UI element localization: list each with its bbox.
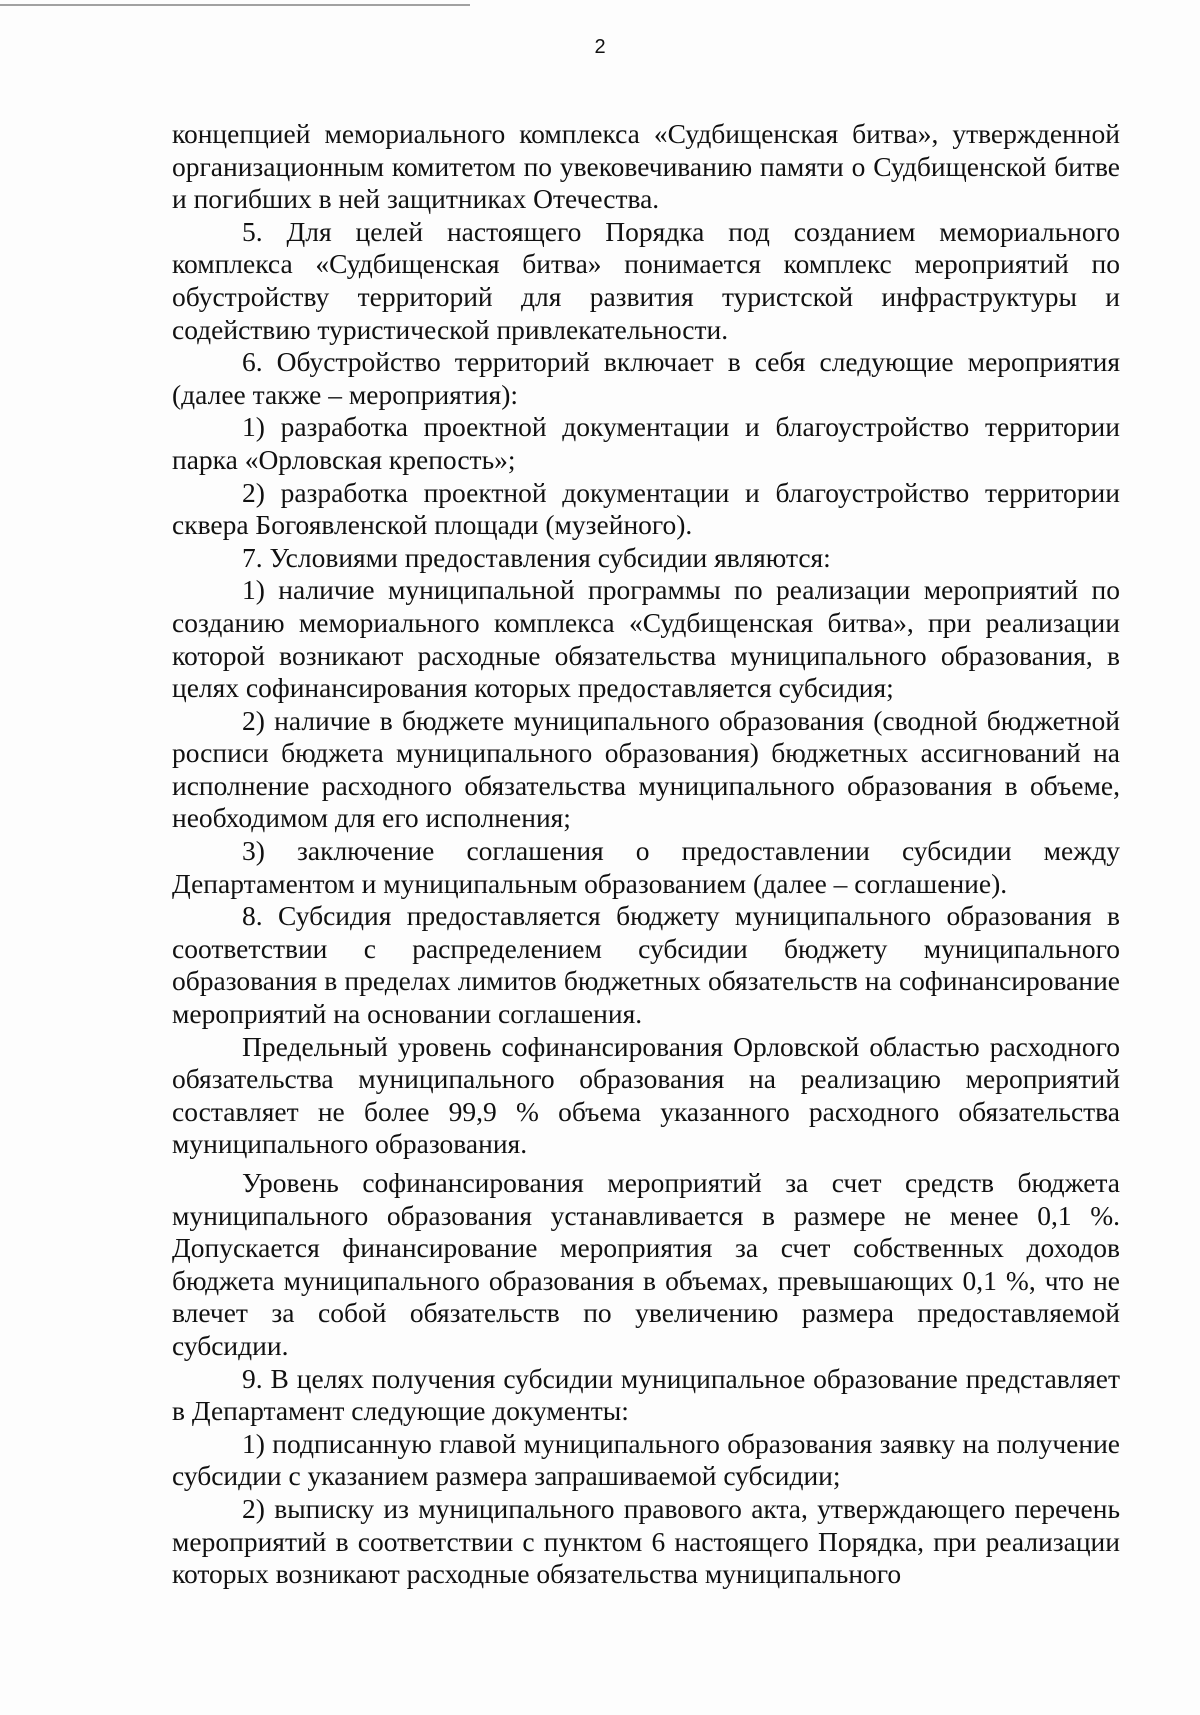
paragraph-item-7-3: 3) заключение соглашения о предоставлении субсидии между Департаментом и муниципальным образованием (далее – соглашение). <box>172 835 1120 899</box>
scan-artifact-line <box>0 4 470 6</box>
paragraph-item-7-1: 1) наличие муниципальной программы по реализации мероприятий по созданию мемориального комплекса «Судбищенская битва», при реализации которой возникают расходные обязательства муниципального образования, в целях софинансирования которых предоставляется субсидия; <box>172 574 1120 704</box>
body-text <box>172 118 1120 1591</box>
paragraph-item-6-2: 2) разработка проектной документации и благоустройство территории сквера Богоявленской площади (музейного). <box>172 476 1120 541</box>
paragraph-item-7-2: 2) наличие в бюджете муниципального образования (сводной бюджетной росписи бюджета муниципального образования) бюджетных ассигнований на исполнение расходного обязательства муниципального образования в объеме, необходимом для его исполнения; <box>172 704 1120 834</box>
paragraph-item-8: 8. Субсидия предоставляется бюджету муниципального образования в соответствии с распределением субсидии бюджету муниципального образования в пределах лимитов бюджетных обязательств на софинансирование мероприятий на основании соглашения. <box>172 900 1120 1030</box>
paragraph-item-9-2: 2) выписку из муниципального правового акта, утверждающего перечень мероприятий в соответствии с пунктом 6 настоящего Порядка, при реализации которых возникают расходные обязательства муниципального <box>172 1492 1120 1590</box>
paragraph-item-9-1: 1) подписанную главой муниципального образования заявку на получение субсидии с указанием размера запрашиваемой субсидии; <box>172 1427 1120 1492</box>
paragraph-item-9: 9. В целях получения субсидии муниципальное образование представляет в Департамент следующие документы: <box>172 1362 1120 1427</box>
paragraph-cofinancing-limit: Предельный уровень софинансирования Орловской областью расходного обязательства муниципального образования на реализацию мероприятий составляет не более 99,9 % объема указанного расходного обязательства муниципального образования. <box>172 1030 1120 1160</box>
paragraph-item-5: 5. Для целей настоящего Порядка под созданием мемориального комплекса «Судбищенская битва» понимается комплекс мероприятий по обустройству территорий для развития туристской инфраструктуры и содействию туристической привлекательности. <box>172 215 1120 345</box>
paragraph-item-6-1: 1) разработка проектной документации и благоустройство территории парка «Орловская крепость»; <box>172 411 1120 475</box>
paragraph-intro: концепцией мемориального комплекса «Судбищенская битва», утвержденной организационным комитетом по увековечиванию памяти о Судбищенской битве и погибших в ней защитниках Отечества. <box>172 118 1120 215</box>
page-number: 2 <box>594 36 606 58</box>
paragraph-item-6: 6. Обустройство территорий включает в себя следующие мероприятия (далее также – мероприятия): <box>172 346 1120 410</box>
paragraph-cofinancing-level: Уровень софинансирования мероприятий за счет средств бюджета муниципального образования устанавливается в размере не менее 0,1 %. Допускается финансирование мероприятия за счет собственных доходов бюджета муниципального образования в объемах, превышающих 0,1 %, что не влечет за собой обязательств по увеличению размера предоставляемой субсидии. <box>172 1167 1120 1361</box>
paragraph-item-7: 7. Условиями предоставления субсидии являются: <box>242 541 831 573</box>
